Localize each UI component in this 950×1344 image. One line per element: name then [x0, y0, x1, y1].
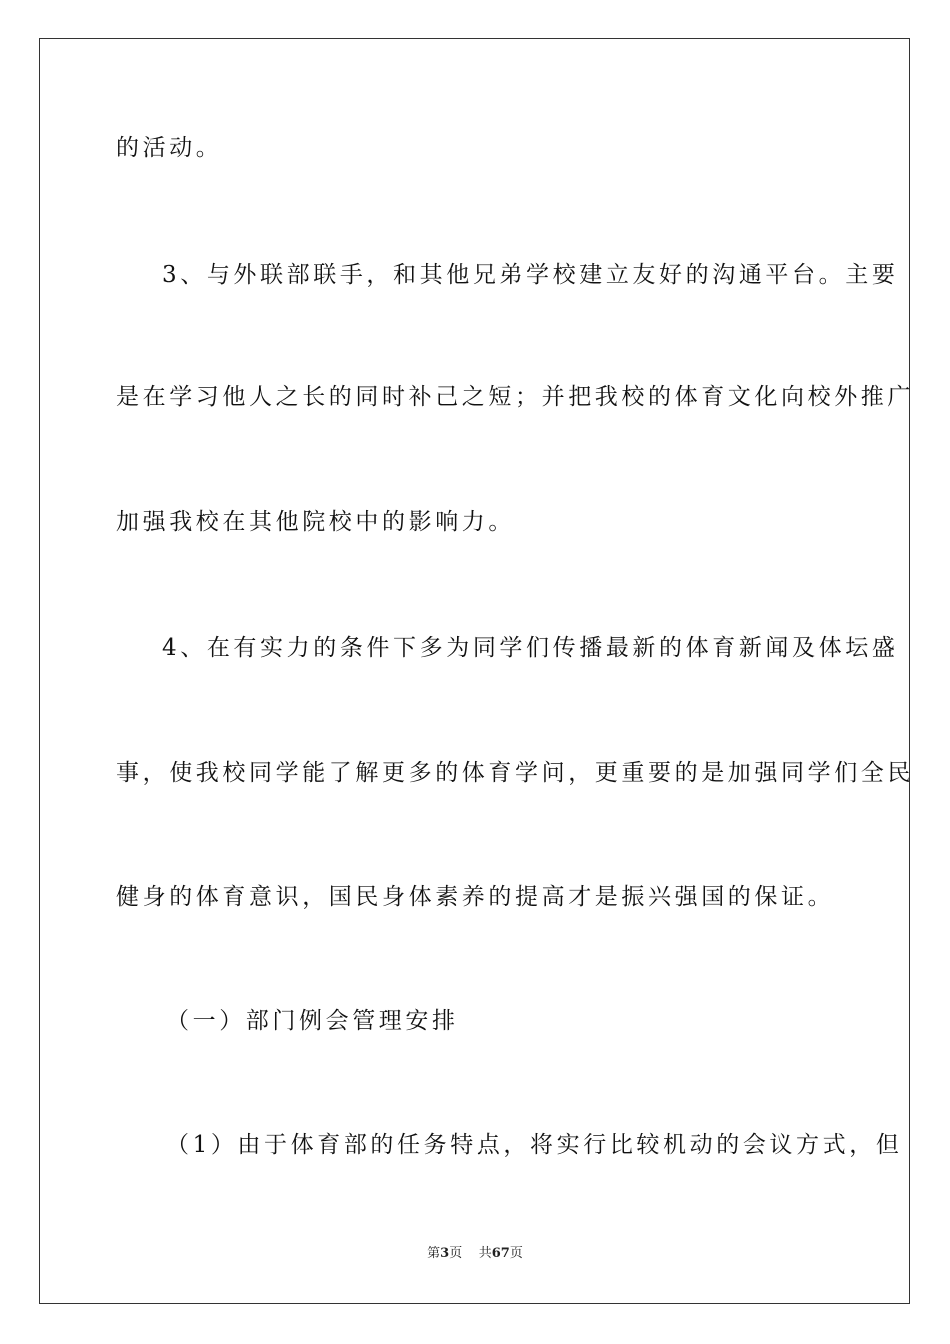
- text-line-6: 事，使我校同学能了解更多的体育学问，更重要的是加强同学们全民: [116, 760, 914, 786]
- section-heading: （一）部门例会管理安排: [166, 1008, 459, 1034]
- text-line-1: 的活动。: [116, 135, 223, 161]
- footer-current-page: 3: [440, 1246, 450, 1261]
- footer-total-pages: 67: [491, 1246, 510, 1261]
- text-line-3: 是在学习他人之长的同时补己之短；并把我校的体育文化向校外推广: [116, 384, 914, 410]
- footer-page-prefix: 第: [427, 1246, 441, 1261]
- text-line-2: 3、与外联部联手，和其他兄弟学校建立友好的沟通平台。主要: [162, 262, 899, 288]
- text-line-4: 加强我校在其他院校中的影响力。: [116, 509, 515, 535]
- page-footer: [0, 1246, 950, 1262]
- footer-page-suffix: 页: [449, 1246, 463, 1261]
- text-line-5: 4、在有实力的条件下多为同学们传播最新的体育新闻及体坛盛: [162, 635, 899, 661]
- page-border: [39, 38, 910, 1304]
- footer-total-suffix: 页: [509, 1246, 523, 1261]
- text-line-9: （1）由于体育部的任务特点，将实行比较机动的会议方式，但: [166, 1132, 903, 1158]
- text-line-7: 健身的体育意识，国民身体素养的提高才是振兴强国的保证。: [116, 884, 835, 910]
- footer-total-prefix: 共: [478, 1246, 492, 1261]
